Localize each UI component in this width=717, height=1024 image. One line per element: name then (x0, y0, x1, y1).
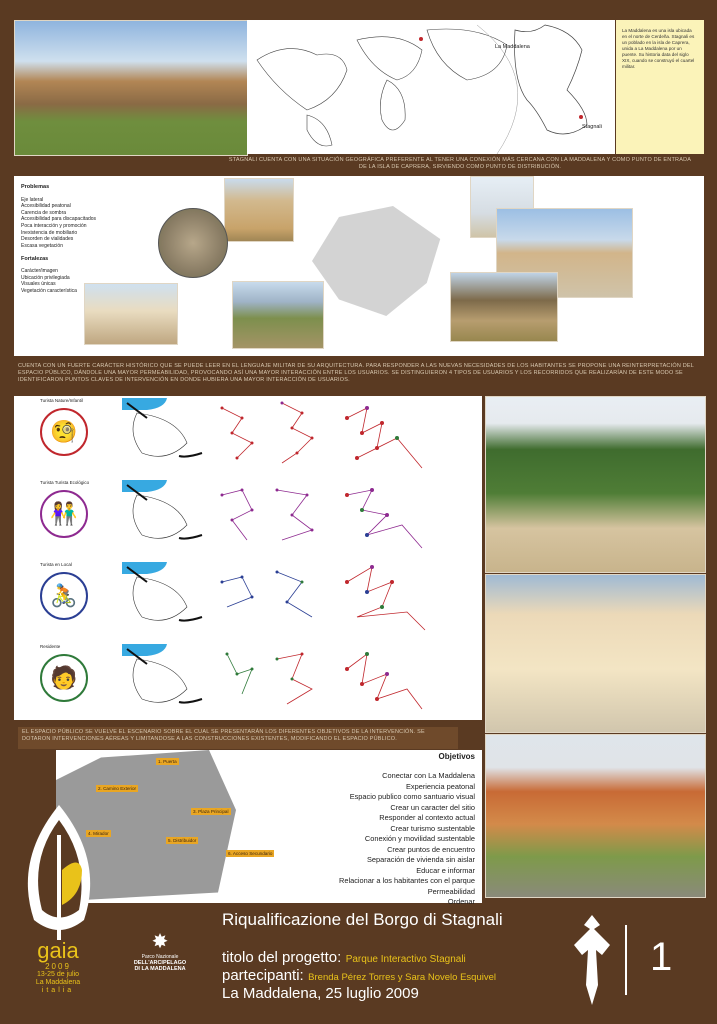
park-line-2: DELL'ARCIPELAGO (133, 960, 187, 966)
label-stagnali: Stagnali (582, 124, 602, 130)
user-network-diagram (337, 480, 427, 552)
objectives-list (271, 752, 475, 908)
problem-item: Carencia de sombra (21, 209, 67, 216)
render-interior-exhibit (485, 574, 706, 733)
objective-item: Crear un caracter del sitio (390, 802, 475, 812)
info-note (616, 20, 704, 154)
project-value: Parque Interactivo Stagnali (345, 954, 466, 965)
strengths-title: Fortalezas (21, 256, 49, 263)
person-arms-up-icon: 🧐 (50, 419, 78, 444)
user-network-diagram (337, 562, 427, 634)
strength-item: Ubicación privilegiada (21, 274, 70, 281)
user-icon-circle (40, 572, 88, 620)
plan-tag: 3. Plaza Principal (193, 809, 229, 814)
user-label: Turista Turista Ecológico (40, 480, 90, 485)
park-logo (120, 930, 200, 972)
site-photo-pergola (450, 272, 558, 342)
objective-item: Ordenar (447, 897, 475, 906)
objectives-title: Objetivos (438, 752, 475, 761)
user-route-map (107, 398, 207, 468)
problem-item: Eje lateral (21, 196, 44, 203)
strength-item: Visuales únicas (21, 281, 56, 288)
site-photo-building (224, 178, 294, 242)
world-map-graphic (247, 20, 615, 154)
objective-item: Crear turismo sustentable (390, 823, 475, 833)
plan-tag: 4. Mirador (88, 831, 109, 836)
bird-icon: ✸ (151, 931, 169, 953)
site-analysis-panel (14, 176, 704, 356)
gaia-dates: 13-25 de julio (36, 971, 80, 978)
user-network-diagram (217, 398, 262, 468)
user-network-diagram (217, 480, 262, 550)
user-label: Residente (40, 644, 61, 649)
render-park-path (485, 396, 706, 573)
courtyard-photo (14, 20, 248, 156)
user-network-diagram (217, 644, 262, 714)
gaia-text (18, 940, 98, 995)
gaia-place: La Maddalena (35, 979, 81, 986)
label-la-maddalena: La Maddalena (495, 44, 530, 50)
user-row-1 (22, 398, 477, 476)
objective-item: Crear puntos de encuentro (387, 844, 475, 854)
user-network-diagram (217, 562, 262, 632)
plan-objectives-panel (56, 750, 482, 906)
world-map-panel (247, 20, 615, 154)
user-row-4 (22, 644, 477, 722)
user-route-map (107, 480, 207, 550)
strip-situacion: STAGNALI CUENTA CON UNA SITUACIÓN GEOGRÁFICA PREFERENTE AL TENER UNA CONEXIÓN MÁS CERCANA CON LA MADDALENA Y COMO PUNTO DE ENTRADA DE LA ISLA DE CAPRERA, SIRVIENDO COMO PUNTO DE DISTRIBUCIÓN. (228, 157, 692, 170)
gaia-name: gaia (37, 938, 79, 963)
site-photo-field (232, 281, 324, 349)
user-icon-circle (40, 490, 88, 538)
objective-item: Conectar con La Maddalena (382, 771, 475, 780)
footer-project (222, 949, 466, 967)
site-plan-map (312, 206, 447, 316)
plan-tag: 6. Acceso Secundario (228, 851, 273, 856)
objective-item: Responder al contexto actual (379, 813, 475, 822)
site-photo-ruin (158, 208, 228, 278)
plan-tag: 1. Puerta (158, 759, 177, 764)
user-row-2 (22, 480, 477, 558)
user-analysis-panel (14, 396, 482, 720)
user-route-map (107, 644, 207, 714)
gaia-leaf-logo (14, 800, 104, 950)
footer-divider (625, 925, 627, 995)
footer-place-date: La Maddalena, 25 luglio 2009 (222, 985, 419, 1002)
strip-espacio: EL ESPACIO PÚBLICO SE VUELVE EL ESCENARIO SOBRE EL CUAL SE PRESENTARÁN LOS DIFERENTES OBJETIVOS DE LA INTERVENCIÓN. SE DOTARON INTERVENCIONES AÉREAS Y LIMITANDOSE A LAS CONSTRUCCIONES EXISTENTES, MODIFICANDO EL ESPACIO PÚBLICO. (18, 727, 458, 749)
site-photo-wall (84, 283, 178, 345)
elderly-couple-icon: 👫 (50, 501, 78, 526)
gaia-country: italia (41, 987, 75, 994)
user-network-diagram (337, 398, 427, 470)
footer-participants (222, 967, 496, 985)
user-icon-circle (40, 408, 88, 456)
park-line-3: DI LA MADDALENA (134, 966, 186, 972)
user-label: Turista en Local (40, 562, 72, 567)
user-network-diagram (272, 398, 317, 468)
objective-item: Separación de vivienda sin aislar (366, 855, 475, 864)
info-note-text: La Maddalena es una isla ubicada en el norte de Cerdeña. Stagnali es un poblado en la isla de Caprera, unida a La Maddalena por un puente. Su historia data del siglo XIX, cuando se construyó el cuartel militar. (622, 28, 695, 69)
plan-tag: 2. Camino Exterior (98, 786, 137, 791)
plan-tag: 5. Distribuidor (168, 838, 197, 843)
project-label: titolo del progetto: (222, 949, 342, 966)
strength-item: Vegetación característica (21, 287, 77, 294)
page-number: 1 (650, 935, 673, 979)
objective-item: Conexión y movilidad sustentable (364, 834, 475, 843)
objective-item: Relacionar a los habitantes con el parque (339, 876, 475, 885)
cyclist-icon: 🚴 (50, 583, 78, 608)
user-route-map (107, 562, 207, 632)
park-line-1: Parco Nazionale (141, 954, 179, 960)
user-network-diagram (272, 480, 317, 550)
problem-item: Poca interacción y promoción (21, 222, 87, 229)
user-network-diagram (272, 562, 317, 632)
strip-caracter: CUENTA CON UN FUERTE CARÁCTER HISTÓRICO QUE SE PUEDE LEER EN EL LENGUAJE MILITAR DE SU ARQUITECTURA. PARA RESPONDER A LAS NUEVAS NECESIDADES DE LOS HABITANTES SE PROPONE UNA REINTERPRETACIÓN DEL ESPACIO PÚBLICO, DÁNDOLE UNA MAYOR PERMEABILIDAD, PROVOCANDO ASÍ UNA MAYOR INTERACCIÓN ENTRE LOS USUARIOS. SE DISTINGUIERON 4 TIPOS DE USUARIOS Y LOS RECORRIDOS QUE REALIZARÍAN DE ESTE MODO SE IDENTIFICARON PUNTOS CLAVES DE INTERVENCIÓN EN DONDE HUBIERA UNA MAYOR INTERACCIÓN DE USUARIOS. (18, 363, 694, 383)
footer-title: Riqualificazione del Borgo di Stagnali (222, 910, 503, 929)
problem-item: Desorden de vialidades (21, 236, 74, 243)
user-network-diagram (272, 644, 317, 714)
objective-item: Permeabilidad (427, 886, 475, 896)
figurine-icon (572, 915, 612, 1005)
participants-value: Brenda Pérez Torres y Sara Novelo Esquivel (308, 972, 496, 983)
problem-item: Accesibilidad para discapacitados (21, 216, 97, 223)
problem-item: Inexistencia de mobiliario (21, 229, 78, 236)
strength-item: Carácter/imagen (21, 267, 58, 274)
user-label: Turista Nature/Infantil (40, 398, 83, 403)
problem-item: Escasa vegetación (21, 242, 63, 249)
user-row-3 (22, 562, 477, 640)
gaia-year: 2009 (45, 962, 71, 971)
user-icon-circle (40, 654, 88, 702)
objective-item: Espacio publico como santuario visual (349, 792, 475, 801)
problem-item: Accesibilidad peatonal (21, 203, 71, 210)
participants-label: partecipanti: (222, 967, 304, 984)
problems-title: Problemas (21, 184, 50, 190)
objective-item: Experiencia peatonal (405, 781, 475, 791)
objective-item: Educar e informar (416, 865, 475, 875)
user-network-diagram (337, 644, 427, 716)
render-plaza-building (485, 734, 706, 898)
gardener-icon: 🧑 (50, 665, 78, 690)
problems-list (21, 184, 111, 294)
